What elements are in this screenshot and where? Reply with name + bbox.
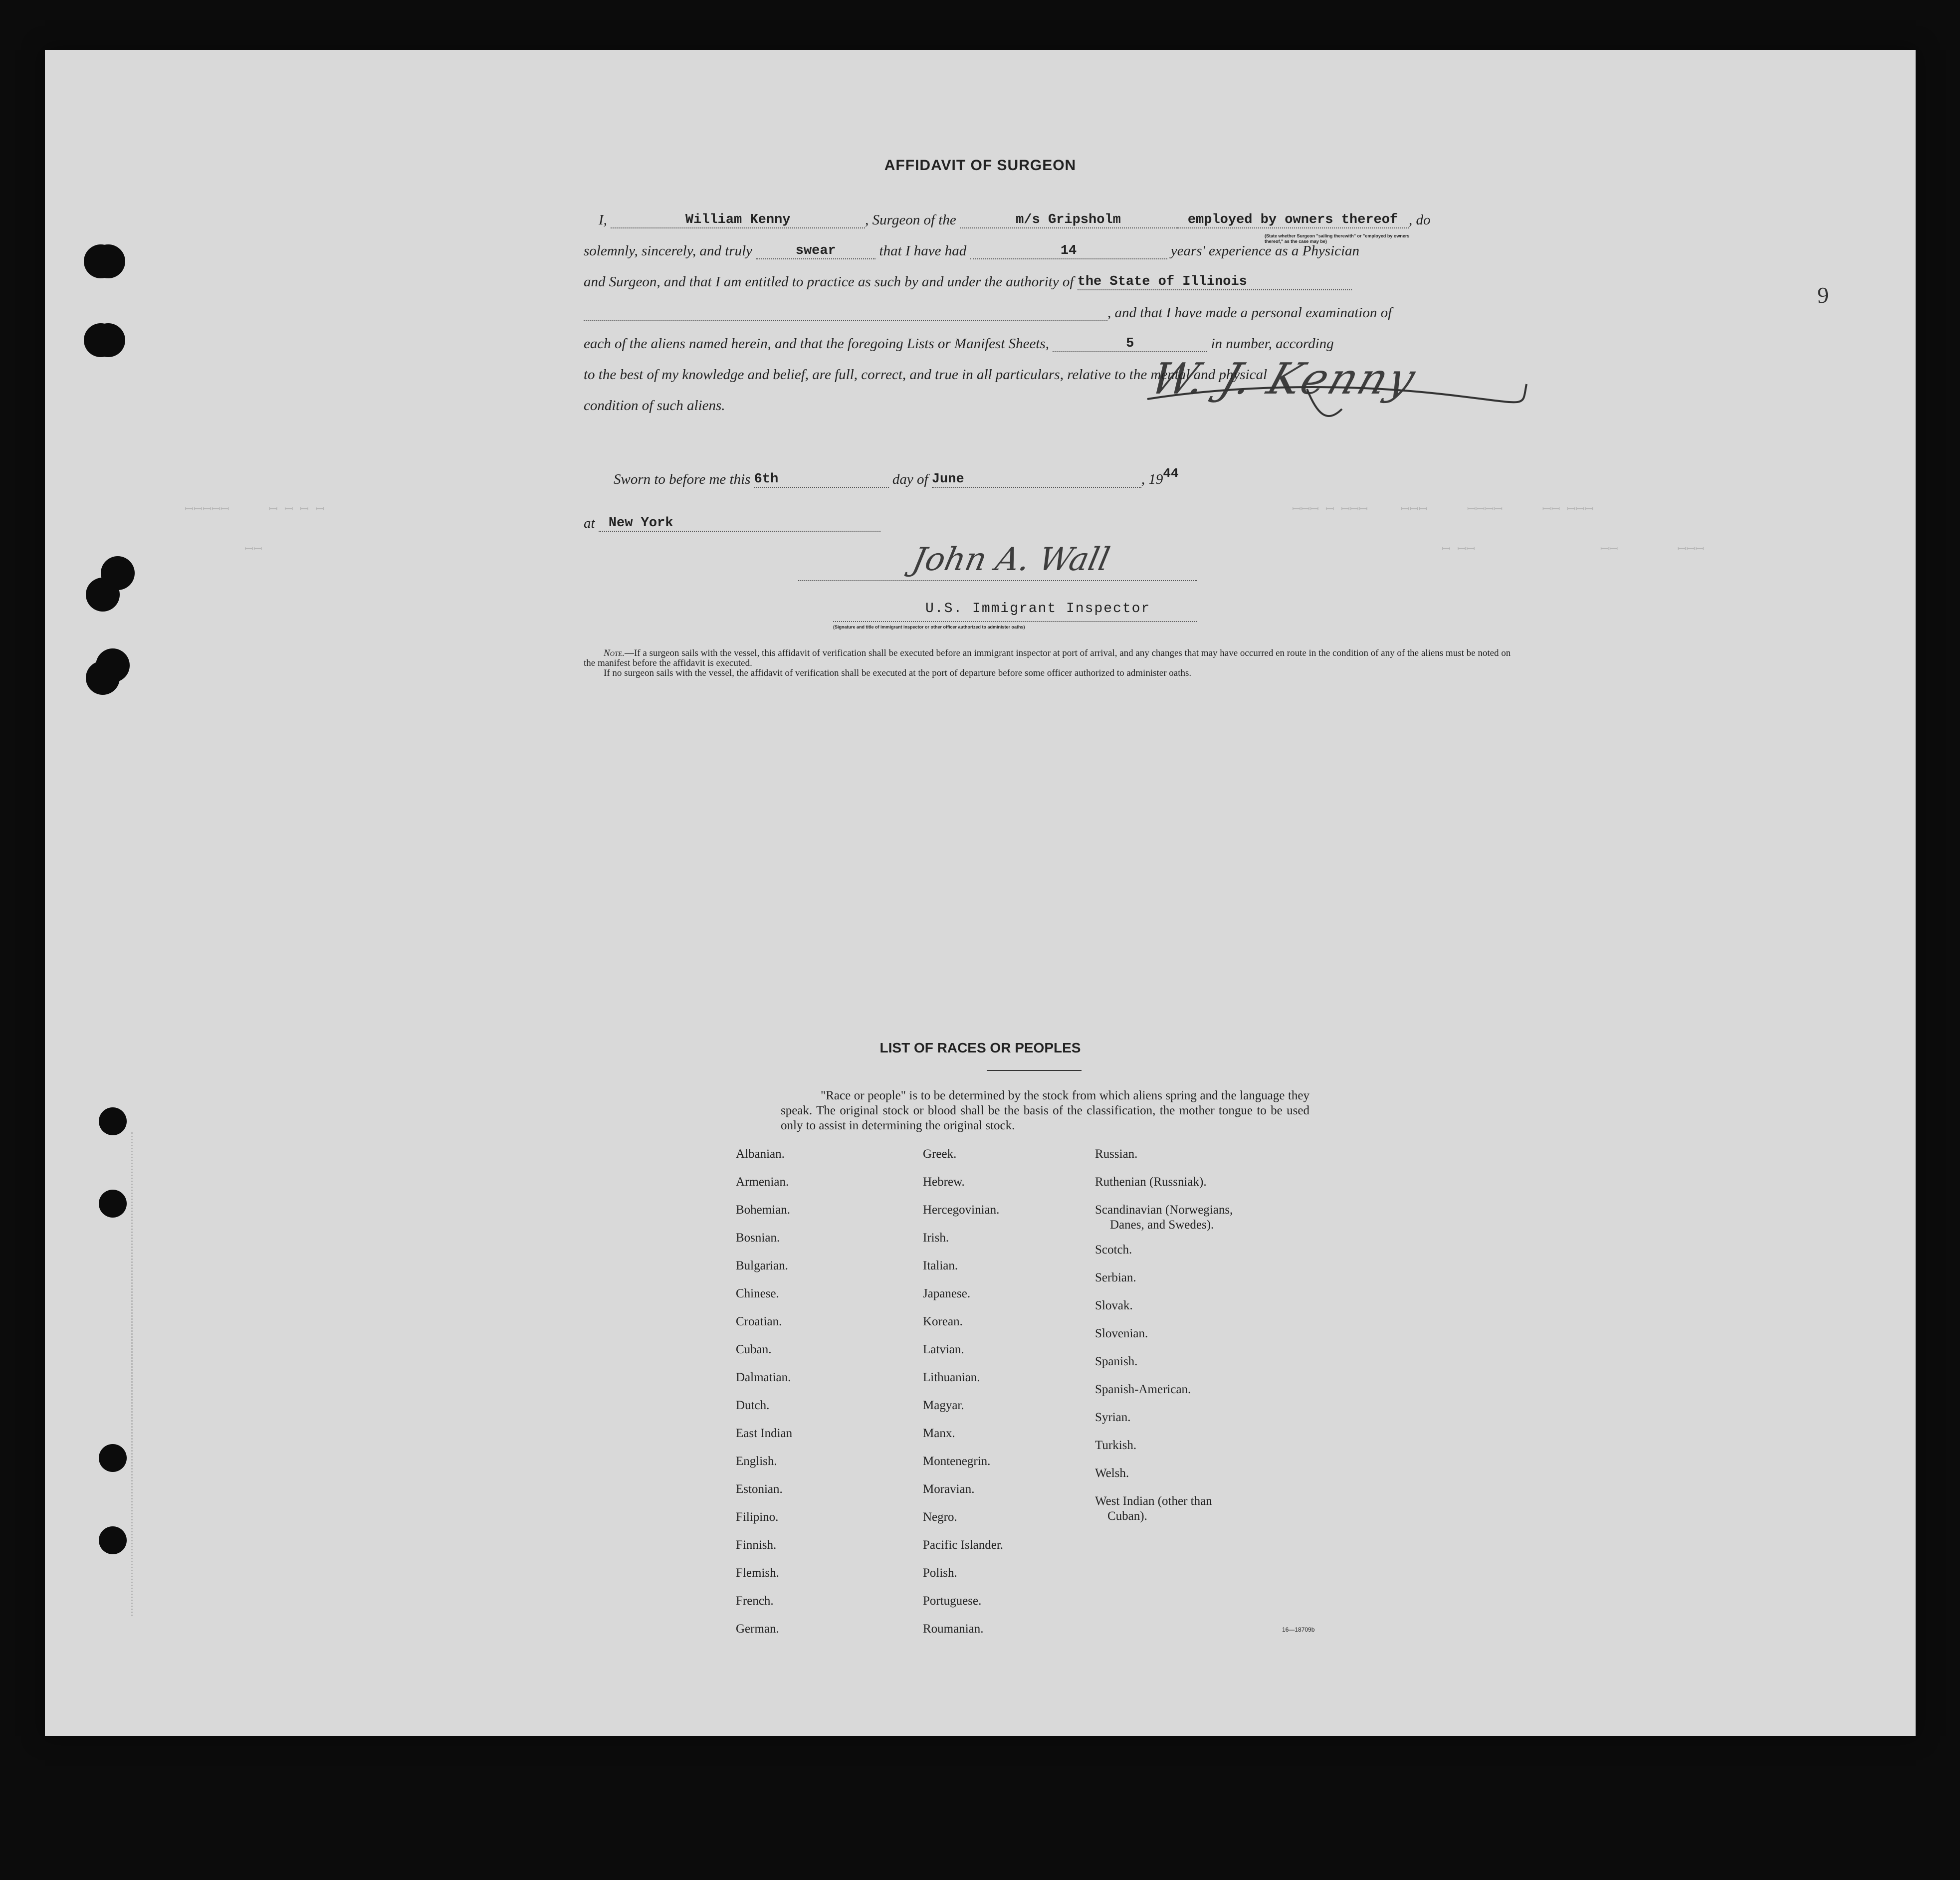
inspector-signature: John A. Wall (909, 541, 1113, 578)
affidavit-line-3 (584, 274, 1352, 294)
race-item: Hercegovinian. (923, 1203, 1000, 1217)
bleed-through-text: ꟷ ꟷꟷ ꟷꟷ ꟷꟷꟷ (1442, 544, 1705, 556)
race-item: Magyar. (923, 1399, 964, 1412)
races-column-3 (1095, 1147, 1233, 1537)
race-item: Manx. (923, 1427, 955, 1440)
sheets-count-field: 5 (1053, 336, 1207, 352)
race-item: Danes, and Swedes). (1110, 1218, 1214, 1232)
affidavit-text: , Surgeon of the (865, 212, 956, 228)
sworn-year-field: 44 (1163, 466, 1179, 481)
oath-field: swear (756, 243, 875, 259)
affidavit-text: I, (599, 212, 607, 228)
inspector-title-line (833, 621, 1197, 622)
race-item: Italian. (923, 1259, 958, 1272)
affidavit-text: solemnly, sincerely, and truly (584, 243, 753, 259)
tab-strip (126, 1132, 133, 1616)
affidavit-title: AFFIDAVIT OF SURGEON (884, 157, 1077, 174)
race-item: Lithuanian. (923, 1371, 980, 1384)
race-item: Moravian. (923, 1482, 975, 1496)
affidavit-text: , and that I have made a personal examination of (1107, 305, 1392, 321)
race-item: Serbian. (1095, 1271, 1136, 1284)
race-item: Russian. (1095, 1147, 1138, 1161)
binder-hole (99, 1526, 127, 1554)
form-number: 16—18709b (1282, 1626, 1315, 1633)
race-item: German. (736, 1622, 779, 1636)
races-intro: "Race or people" is to be determined by the stock from which aliens spring and the language they speak. The original stock or blood shall be the basis of the classification, the mother tongue to be used only to assist in determining the original stock. (781, 1089, 1309, 1132)
surgeon-signature: W. J. Kenny (1144, 354, 1423, 404)
affidavit-text: condition of such aliens. (584, 398, 725, 414)
affidavit-text: and Surgeon, and that I am entitled to practice as such by and under the authority of (584, 274, 1074, 290)
binder-hole (99, 1190, 127, 1218)
sworn-text: Sworn to before me this (614, 471, 751, 487)
races-column-2 (923, 1147, 1003, 1650)
binder-hole (86, 661, 120, 695)
race-item: Japanese. (923, 1287, 971, 1300)
race-item: Slovak. (1095, 1299, 1133, 1312)
sworn-text: , 19 (1141, 471, 1163, 487)
page-number: 9 (1817, 282, 1829, 308)
employment-field: employed by owners thereof (1177, 212, 1409, 228)
race-item: Spanish. (1095, 1355, 1138, 1368)
bleed-through-text: ꟷꟷꟷꟷꟷ ꟷ ꟷ ꟷ ꟷ (185, 504, 324, 516)
note-lead: Note. (604, 648, 625, 658)
race-item: French. (736, 1594, 774, 1608)
affidavit-line-2 (584, 243, 1359, 263)
race-item: Spanish-American. (1095, 1383, 1191, 1396)
binder-hole (91, 244, 125, 278)
race-item: Bosnian. (736, 1231, 780, 1245)
sworn-line (614, 466, 1179, 491)
affidavit-line-4 (584, 305, 1392, 325)
affidavit-text: each of the aliens named herein, and that the foregoing Lists or Manifest Sheets, (584, 336, 1049, 352)
race-item: Hebrew. (923, 1175, 965, 1189)
binder-hole (86, 578, 120, 612)
binder-hole (99, 1107, 127, 1135)
race-item: Syrian. (1095, 1411, 1131, 1424)
surgeon-name-field: William Kenny (611, 212, 865, 228)
race-item: Dutch. (736, 1399, 770, 1412)
vessel-field: m/s Gripsholm (960, 212, 1177, 228)
race-item: Turkish. (1095, 1439, 1137, 1452)
note-paragraph-1 (584, 648, 1512, 668)
authority-continuation-field (584, 305, 1107, 321)
affidavit-note (584, 648, 1512, 678)
affidavit-text: years' experience as a Physician (1170, 243, 1360, 259)
race-item: Croatian. (736, 1315, 782, 1328)
affidavit-text: , do (1409, 212, 1431, 228)
race-item: Bulgarian. (736, 1259, 788, 1272)
place-field: New York (599, 516, 880, 532)
inspector-title: U.S. Immigrant Inspector (925, 601, 1151, 617)
race-item: Negro. (923, 1510, 957, 1524)
affidavit-line-7 (584, 398, 725, 418)
race-item: Welsh. (1095, 1466, 1129, 1480)
race-item: Cuban. (736, 1343, 772, 1356)
race-item: East Indian (736, 1427, 793, 1440)
sworn-text: day of (892, 471, 928, 487)
inspector-signature-line (798, 580, 1197, 581)
bleed-through-text: ꟷꟷꟷ ꟷ ꟷꟷꟷ ꟷꟷꟷ ꟷꟷꟷꟷ ꟷꟷ ꟷꟷꟷ (1292, 504, 1594, 516)
race-item: Portuguese. (923, 1594, 982, 1608)
note-text: —If a surgeon sails with the vessel, this affidavit of verification shall be executed before an immigrant inspector at port of arrival, and any changes that may have occurred en route in the condition of any of the aliens must be noted on the manifest before the affidavit is executed. (584, 648, 1511, 668)
race-item: Irish. (923, 1231, 949, 1245)
affidavit-text: to the best of my knowledge and belief, are full, correct, and true in all particulars, relative to the mental and physical (584, 367, 1268, 383)
bleed-through-text: ꟷꟷ (244, 544, 262, 556)
place-label: at (584, 515, 595, 531)
race-item: Scandinavian (Norwegians, (1095, 1203, 1233, 1217)
race-item: Albanian. (736, 1147, 785, 1161)
surgeon-signature-flourish (1142, 364, 1531, 434)
races-title: LIST OF RACES OR PEOPLES (879, 1040, 1081, 1055)
affidavit-line-5 (584, 336, 1334, 356)
binder-hole (99, 1444, 127, 1472)
race-item: Cuban). (1107, 1509, 1147, 1523)
document-page (45, 50, 1916, 1736)
race-item: Polish. (923, 1566, 957, 1580)
race-item: English. (736, 1455, 777, 1468)
race-item: Scotch. (1095, 1243, 1132, 1256)
race-item: Latvian. (923, 1343, 964, 1356)
race-item: Montenegrin. (923, 1455, 991, 1468)
race-item: Estonian. (736, 1482, 783, 1496)
affidavit-text: that I have had (879, 243, 967, 259)
race-item: Dalmatian. (736, 1371, 791, 1384)
binder-hole (91, 323, 125, 357)
affidavit-text: in number, according (1211, 336, 1334, 352)
employment-hint: (State whether Surgeon "sailing therewith" or "employed by owners thereof," as the case may be) (1265, 233, 1410, 244)
race-item: Finnish. (736, 1538, 777, 1552)
races-column-1 (736, 1147, 792, 1650)
race-item: Korean. (923, 1315, 963, 1328)
race-item: Bohemian. (736, 1203, 791, 1217)
race-item: Roumanian. (923, 1622, 984, 1636)
years-field: 14 (970, 243, 1167, 259)
race-item: Armenian. (736, 1175, 789, 1189)
race-item: West Indian (other than (1095, 1494, 1212, 1508)
race-item: Filipino. (736, 1510, 779, 1524)
authority-field: the State of Illinois (1078, 274, 1352, 290)
race-item: Chinese. (736, 1287, 779, 1300)
race-item: Pacific Islander. (923, 1538, 1004, 1552)
note-text: If no surgeon sails with the vessel, the affidavit of verification shall be executed at the port of departure before some officer authorized to administer oaths. (604, 668, 1192, 678)
race-item: Greek. (923, 1147, 957, 1161)
sworn-day-field: 6th (754, 472, 889, 488)
sworn-month-field: June (932, 472, 1141, 488)
title-rule (987, 1070, 1082, 1071)
affidavit-line-1 (584, 212, 1431, 232)
race-item: Ruthenian (Russniak). (1095, 1175, 1207, 1189)
note-paragraph-2 (584, 668, 1512, 678)
inspector-hint: (Signature and title of immigrant inspector or other officer authorized to administer oaths) (833, 625, 1025, 629)
race-item: Flemish. (736, 1566, 779, 1580)
place-line (584, 515, 880, 535)
race-item: Slovenian. (1095, 1327, 1148, 1340)
